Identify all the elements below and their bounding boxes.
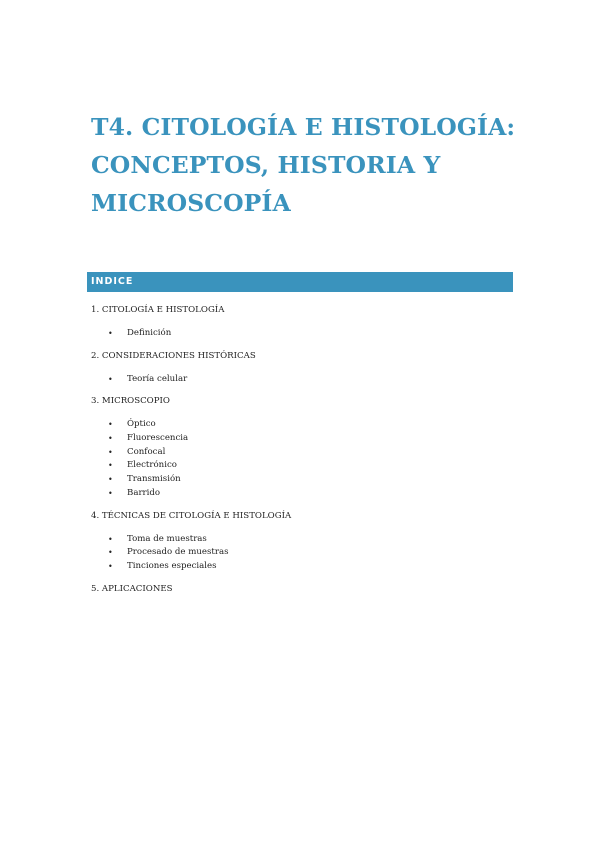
bullet-icon: • <box>108 475 113 485</box>
toc-list <box>91 418 511 500</box>
toc-list-item <box>91 446 511 460</box>
toc-list-item <box>91 418 511 432</box>
page-title <box>91 108 531 222</box>
toc-item-label: Óptico <box>127 419 156 430</box>
title-line: T4. CITOLOGÍA E HISTOLOGÍA: <box>91 113 516 141</box>
bullet-icon: • <box>108 374 113 384</box>
toc-list-item <box>91 560 511 574</box>
title-line: MICROSCOPÍA <box>91 189 291 217</box>
toc-list-item <box>91 546 511 560</box>
toc-list-item <box>91 533 511 547</box>
toc-section <box>91 350 511 387</box>
toc-item-label: Definición <box>127 328 172 338</box>
bullet-icon: • <box>108 461 113 471</box>
bullet-icon: • <box>108 329 113 338</box>
toc-section <box>91 395 511 500</box>
toc-section <box>91 510 511 574</box>
bullet-icon: • <box>108 434 113 444</box>
toc-section <box>91 583 511 596</box>
toc-list-item <box>91 373 511 387</box>
toc-list <box>91 373 511 387</box>
toc-item-label: Fluorescencia <box>127 433 189 444</box>
toc-heading: 4. TÉCNICAS DE CITOLOGÍA E HISTOLOGÍA <box>91 510 292 521</box>
toc-list-item <box>91 473 511 487</box>
toc-item-label: Tinciones especiales <box>127 560 217 571</box>
toc-item-label: Transmisión <box>127 474 181 485</box>
toc-heading: 3. MICROSCOPIO <box>91 396 170 407</box>
toc-list <box>91 533 511 574</box>
bullet-icon: • <box>108 548 113 558</box>
toc-item-label: Procesado de muestras <box>127 547 229 558</box>
toc-heading: 1. CITOLOGÍA E HISTOLOGÍA <box>91 305 225 315</box>
toc-list-item <box>91 487 511 501</box>
toc-item-label: Confocal <box>127 446 166 457</box>
bullet-icon: • <box>108 420 113 430</box>
toc-item-label: Electrónico <box>127 460 177 471</box>
toc-item-label: Barrido <box>127 487 161 498</box>
toc-list-item <box>91 459 511 473</box>
toc-heading: 5. APLICACIONES <box>91 583 173 594</box>
toc-list <box>91 327 511 341</box>
bullet-icon: • <box>108 534 113 544</box>
toc-list-item <box>91 327 511 341</box>
title-line: CONCEPTOS, HISTORIA Y <box>91 151 441 179</box>
index-banner: INDICE <box>87 272 513 292</box>
toc-heading: 2. CONSIDERACIONES HISTÓRICAS <box>91 350 256 361</box>
bullet-icon: • <box>108 488 113 498</box>
bullet-icon: • <box>108 447 113 457</box>
toc-item-label: Teoría celular <box>127 373 188 384</box>
toc-item-label: Toma de muestras <box>127 533 207 544</box>
table-of-contents <box>91 304 511 596</box>
bullet-icon: • <box>108 561 113 571</box>
toc-section <box>91 304 511 341</box>
toc-list-item <box>91 432 511 446</box>
